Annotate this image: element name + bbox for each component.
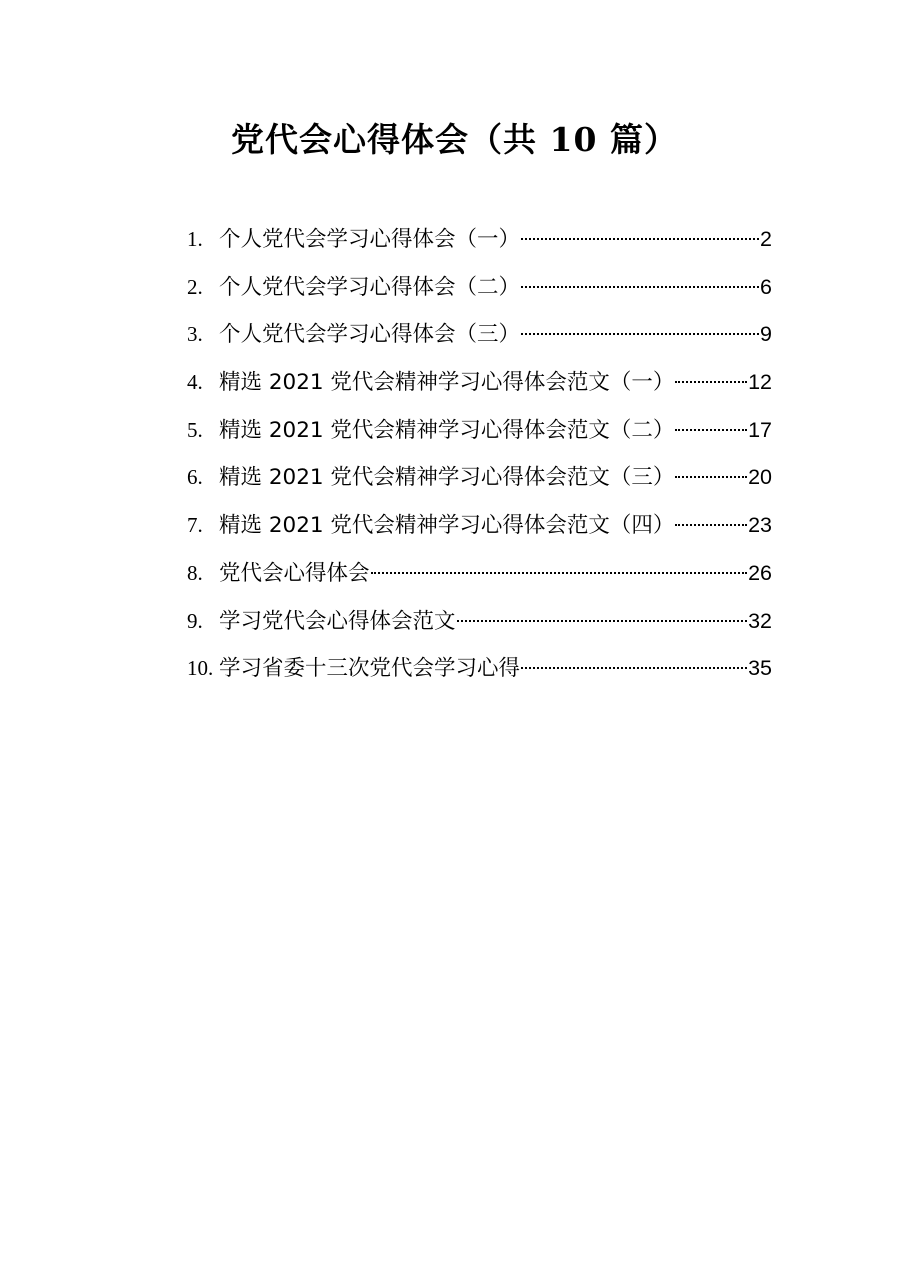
toc-entry-page: 17 <box>748 417 772 442</box>
toc-entry[interactable] <box>187 645 772 693</box>
toc-leader-dots <box>675 524 747 526</box>
toc-entry-title: 学习省委十三次党代会学习心得 <box>219 656 521 682</box>
toc-leader-dots <box>521 286 759 288</box>
toc-entry[interactable] <box>187 216 772 264</box>
toc-entry-number: 8. <box>187 560 203 585</box>
document-title: 党代会心得体会（共 10 篇） <box>231 120 678 159</box>
toc-entry-number: 7. <box>187 513 203 538</box>
toc-leader-dots <box>675 381 747 383</box>
toc-leader-dots <box>521 667 747 669</box>
toc-entry-number: 10. <box>187 656 214 681</box>
toc-entry-number: 6. <box>187 465 203 490</box>
toc-entry-number: 5. <box>187 417 203 442</box>
toc-entry-number: 4. <box>187 370 203 395</box>
toc-entry-title: 精选 2021 党代会精神学习心得体会范文（一） <box>219 370 675 396</box>
toc-entry-page: 9 <box>760 322 772 347</box>
toc-entry-number: 3. <box>187 322 203 347</box>
toc-leader-dots <box>521 238 759 240</box>
toc-entry[interactable] <box>187 550 772 598</box>
toc-entry-title: 精选 2021 党代会精神学习心得体会范文（四） <box>219 513 675 539</box>
toc-leader-dots <box>675 429 747 431</box>
toc-entry-title: 党代会心得体会 <box>219 560 370 586</box>
toc-entry-page: 20 <box>748 465 772 490</box>
toc-entry[interactable] <box>187 502 772 550</box>
toc-entry[interactable] <box>187 407 772 455</box>
toc-entry[interactable] <box>187 454 772 502</box>
toc-leader-dots <box>675 476 747 478</box>
table-of-contents <box>187 216 772 693</box>
toc-entry-page: 23 <box>748 513 772 538</box>
toc-entry[interactable] <box>187 264 772 312</box>
toc-entry-page: 12 <box>748 370 772 395</box>
toc-entry-page: 2 <box>760 227 772 251</box>
toc-entry-title: 精选 2021 党代会精神学习心得体会范文（二） <box>219 417 675 443</box>
toc-entry[interactable] <box>187 311 772 359</box>
toc-entry-number: 9. <box>187 608 203 633</box>
toc-entry-title: 个人党代会学习心得体会（一） <box>219 227 521 252</box>
toc-entry-page: 26 <box>748 560 772 585</box>
toc-entry[interactable] <box>187 359 772 407</box>
toc-entry-page: 32 <box>748 608 772 633</box>
toc-entry[interactable] <box>187 598 772 646</box>
toc-entry-title: 个人党代会学习心得体会（三） <box>219 322 521 348</box>
toc-entry-page: 35 <box>748 656 772 681</box>
toc-entry-number: 1. <box>187 227 203 251</box>
toc-entry-title: 个人党代会学习心得体会（二） <box>219 274 521 300</box>
toc-entry-page: 6 <box>760 274 772 299</box>
toc-leader-dots <box>521 333 759 335</box>
toc-entry-title: 学习党代会心得体会范文 <box>219 608 456 634</box>
toc-leader-dots <box>371 572 748 574</box>
toc-entry-number: 2. <box>187 274 203 299</box>
toc-leader-dots <box>457 620 748 622</box>
toc-entry-title: 精选 2021 党代会精神学习心得体会范文（三） <box>219 465 675 491</box>
